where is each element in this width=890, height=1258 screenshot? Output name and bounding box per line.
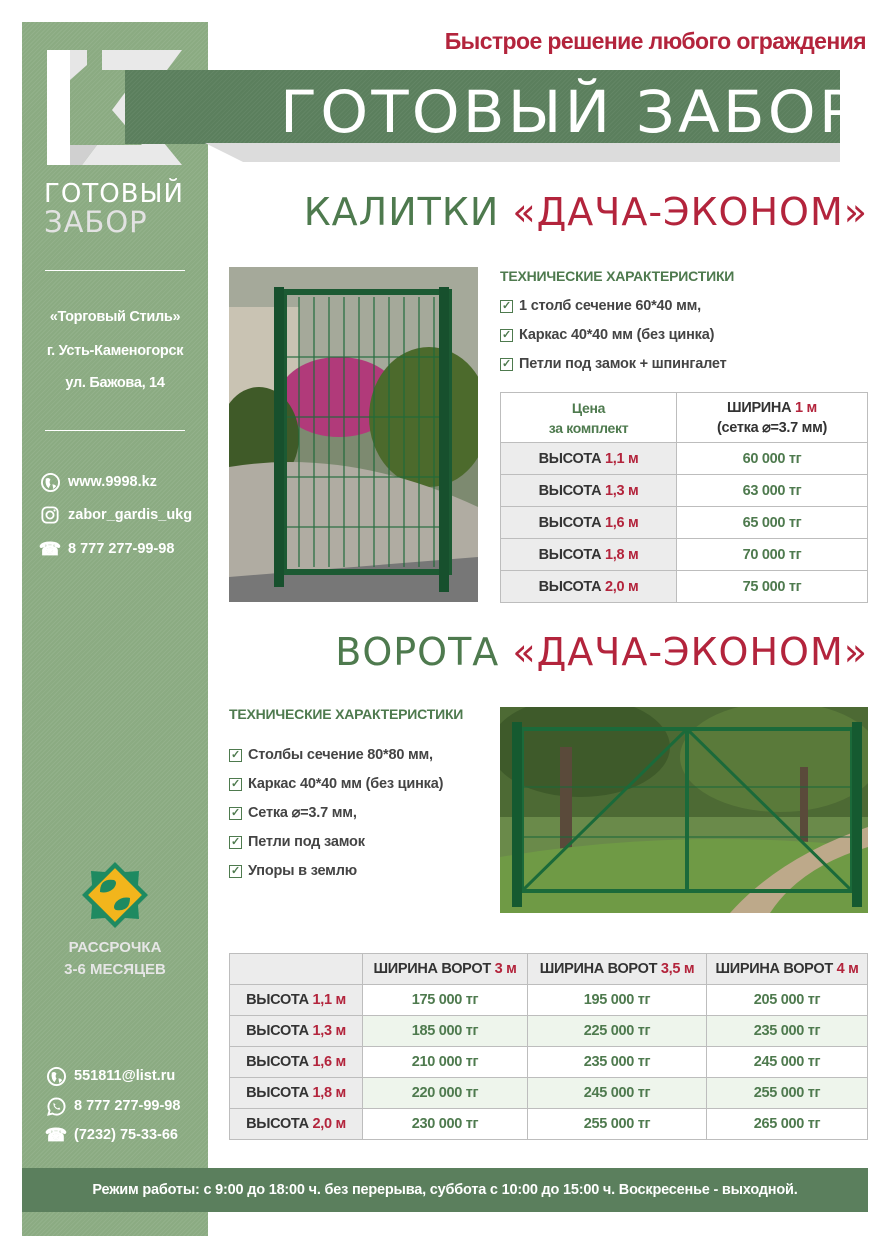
table-row [501, 571, 868, 603]
spec-item [500, 298, 726, 314]
spec-text: Каркас 40*40 мм (без цинка) [519, 327, 715, 343]
spec-item [229, 863, 443, 879]
wickets-specs-list [500, 298, 726, 372]
price-cell: 75 000 тг [677, 571, 868, 603]
width-label: ШИРИНА ВОРОТ [539, 961, 661, 977]
width-header [677, 393, 868, 443]
width-header [528, 954, 707, 985]
logo-line-2: ЗАБОР [44, 205, 148, 239]
table-row [230, 1078, 868, 1109]
gates-heading-red: «ДАЧА-ЭКОНОМ» [512, 630, 868, 674]
email-link[interactable] [46, 1066, 175, 1086]
height-label: ВЫСОТА [538, 514, 605, 531]
wickets-heading [304, 190, 868, 234]
table-row [501, 539, 868, 571]
price-cell: 70 000 тг [677, 539, 868, 571]
installment-logo-icon [82, 862, 148, 928]
whatsapp-link[interactable] [46, 1096, 180, 1116]
spec-item [229, 834, 443, 850]
spec-text: Каркас 40*40 мм (без цинка) [248, 776, 444, 792]
width-label: ШИРИНА [727, 399, 796, 416]
globe-icon [40, 472, 60, 492]
height-value: 2,0 м [604, 578, 639, 595]
checkbox-icon: ✓ [501, 299, 512, 312]
wickets-price-table [500, 392, 868, 603]
whatsapp-icon [46, 1096, 66, 1116]
height-cell [230, 985, 363, 1016]
spec-text: Петли под замок + шпингалет [519, 356, 727, 372]
table-header-row [230, 954, 868, 985]
wickets-heading-red: «ДАЧА-ЭКОНОМ» [512, 190, 868, 234]
height-value: 1,8 м [604, 546, 639, 563]
width-header [363, 954, 528, 985]
width-value: 1 м [795, 399, 817, 416]
spec-text: Петли под замок [248, 834, 365, 850]
wicket-photo [229, 267, 478, 602]
divider [45, 430, 185, 431]
height-value: 2,0 м [312, 1116, 346, 1132]
landline-link[interactable] [46, 1125, 178, 1145]
table-row [501, 475, 868, 507]
price-cell: 185 000 тг [363, 1016, 528, 1047]
gates-price-table [229, 953, 868, 1140]
address-city: г. Усть-Каменогорск [46, 343, 184, 359]
price-cell: 230 000 тг [363, 1109, 528, 1140]
working-hours-footer: Режим работы: с 9:00 до 18:00 ч. без перерыва, суббота с 10:00 до 15:00 ч. Воскресенье - выходной. [22, 1168, 868, 1212]
installment-line-2: 3-6 МЕСЯЦЕВ [64, 961, 166, 978]
address-street: ул. Бажова, 14 [65, 375, 165, 391]
height-label: ВЫСОТА [246, 1023, 313, 1039]
globe-icon [46, 1066, 66, 1086]
phone-icon: ☎ [44, 1124, 68, 1145]
width-value: 3,5 м [660, 961, 695, 977]
height-value: 1,3 м [604, 482, 639, 499]
installment-text [22, 937, 208, 981]
height-label: ВЫСОТА [246, 1085, 313, 1101]
price-cell: 235 000 тг [707, 1016, 868, 1047]
spec-item [229, 776, 443, 792]
gates-specs-list [229, 747, 443, 879]
instagram-icon [40, 505, 60, 525]
price-cell: 255 000 тг [707, 1078, 868, 1109]
price-cell: 210 000 тг [363, 1047, 528, 1078]
width-header [707, 954, 868, 985]
gates-heading [335, 630, 868, 674]
checkbox-icon: ✓ [230, 806, 241, 819]
width-note: (сетка ⌀=3.7 мм) [716, 419, 828, 436]
corner-cell [230, 954, 363, 985]
table-row [501, 507, 868, 539]
height-cell [230, 1109, 363, 1140]
price-cell: 245 000 тг [707, 1047, 868, 1078]
divider [45, 270, 185, 271]
checkbox-icon: ✓ [501, 328, 512, 341]
spec-text: Упоры в землю [248, 863, 357, 879]
tagline: Быстрое решение любого ограждения [444, 28, 866, 54]
width-value: 4 м [836, 961, 859, 977]
height-label: ВЫСОТА [246, 1116, 313, 1132]
wickets-heading-green: КАЛИТКИ [303, 190, 513, 234]
height-cell [501, 507, 677, 539]
corner-line-2: за комплект [548, 419, 629, 436]
landline-text: (7232) 75-33-66 [74, 1127, 178, 1143]
price-cell: 245 000 тг [528, 1078, 707, 1109]
checkbox-icon: ✓ [230, 864, 241, 877]
height-value: 1,6 м [604, 514, 639, 531]
height-value: 1,1 м [312, 992, 346, 1008]
height-label: ВЫСОТА [538, 450, 605, 467]
width-value: 3 м [494, 961, 517, 977]
checkbox-icon: ✓ [230, 777, 241, 790]
table-header-row [501, 393, 868, 443]
height-cell [501, 539, 677, 571]
height-label: ВЫСОТА [538, 578, 605, 595]
email-text: 551811@list.ru [74, 1068, 176, 1084]
height-label: ВЫСОТА [246, 1054, 313, 1070]
height-cell [230, 1016, 363, 1047]
wickets-specs-title: ТЕХНИЧЕСКИЕ ХАРАКТЕРИСТИКИ [500, 268, 735, 284]
table-row [230, 1016, 868, 1047]
checkbox-icon: ✓ [230, 835, 241, 848]
price-cell: 265 000 тг [707, 1109, 868, 1140]
spec-item [229, 805, 443, 821]
height-value: 1,8 м [312, 1085, 346, 1101]
gates-heading-green: ВОРОТА [335, 630, 513, 674]
price-cell: 235 000 тг [528, 1047, 707, 1078]
corner-line-1: Цена [571, 399, 606, 416]
instagram-text: zabor_gardis_ukg [68, 507, 193, 523]
height-label: ВЫСОТА [538, 546, 605, 563]
table-row [501, 443, 868, 475]
width-label: ШИРИНА ВОРОТ [715, 961, 837, 977]
spec-text: 1 столб сечение 60*40 мм, [519, 298, 701, 314]
price-cell: 60 000 тг [677, 443, 868, 475]
height-value: 1,6 м [312, 1054, 346, 1070]
spec-item [500, 356, 726, 372]
phone-text: 8 777 277-99-98 [68, 541, 175, 557]
spec-text: Сетка ⌀=3.7 мм, [248, 805, 357, 821]
height-cell [230, 1078, 363, 1109]
width-label: ШИРИНА ВОРОТ [373, 961, 495, 977]
height-cell [501, 443, 677, 475]
height-value: 1,3 м [312, 1023, 346, 1039]
height-value: 1,1 м [604, 450, 639, 467]
website-link[interactable] [40, 472, 157, 492]
price-cell: 255 000 тг [528, 1109, 707, 1140]
website-text: www.9998.kz [68, 474, 157, 490]
company-name: «Торговый Стиль» [49, 309, 181, 325]
spec-text: Столбы сечение 80*80 мм, [248, 747, 433, 763]
height-label: ВЫСОТА [246, 992, 313, 1008]
price-cell: 205 000 тг [707, 985, 868, 1016]
checkbox-icon: ✓ [501, 357, 512, 370]
spec-item [229, 747, 443, 763]
gate-photo [500, 707, 868, 913]
page-title: ГОТОВЫЙ ЗАБОР [280, 78, 859, 146]
table-row [230, 1109, 868, 1140]
checkbox-icon: ✓ [230, 748, 241, 761]
gates-specs-title: ТЕХНИЧЕСКИЕ ХАРАКТЕРИСТИКИ [229, 706, 464, 722]
table-row [230, 1047, 868, 1078]
phone-icon: ☎ [38, 538, 62, 559]
table-row [230, 985, 868, 1016]
instagram-link[interactable] [40, 505, 192, 525]
price-cell: 195 000 тг [528, 985, 707, 1016]
price-cell: 220 000 тг [363, 1078, 528, 1109]
height-cell [230, 1047, 363, 1078]
logo-line-1: ГОТОВЫЙ [44, 179, 184, 209]
brand-logo-text [44, 179, 189, 239]
price-cell: 65 000 тг [677, 507, 868, 539]
price-cell: 63 000 тг [677, 475, 868, 507]
phone-link[interactable] [40, 539, 174, 559]
price-cell: 175 000 тг [363, 985, 528, 1016]
installment-line-1: РАССРОЧКА [68, 939, 162, 956]
corner-cell [501, 393, 677, 443]
height-label: ВЫСОТА [538, 482, 605, 499]
price-cell: 225 000 тг [528, 1016, 707, 1047]
whatsapp-text: 8 777 277-99-98 [74, 1098, 181, 1114]
spec-item [500, 327, 726, 343]
height-cell [501, 475, 677, 507]
height-cell [501, 571, 677, 603]
